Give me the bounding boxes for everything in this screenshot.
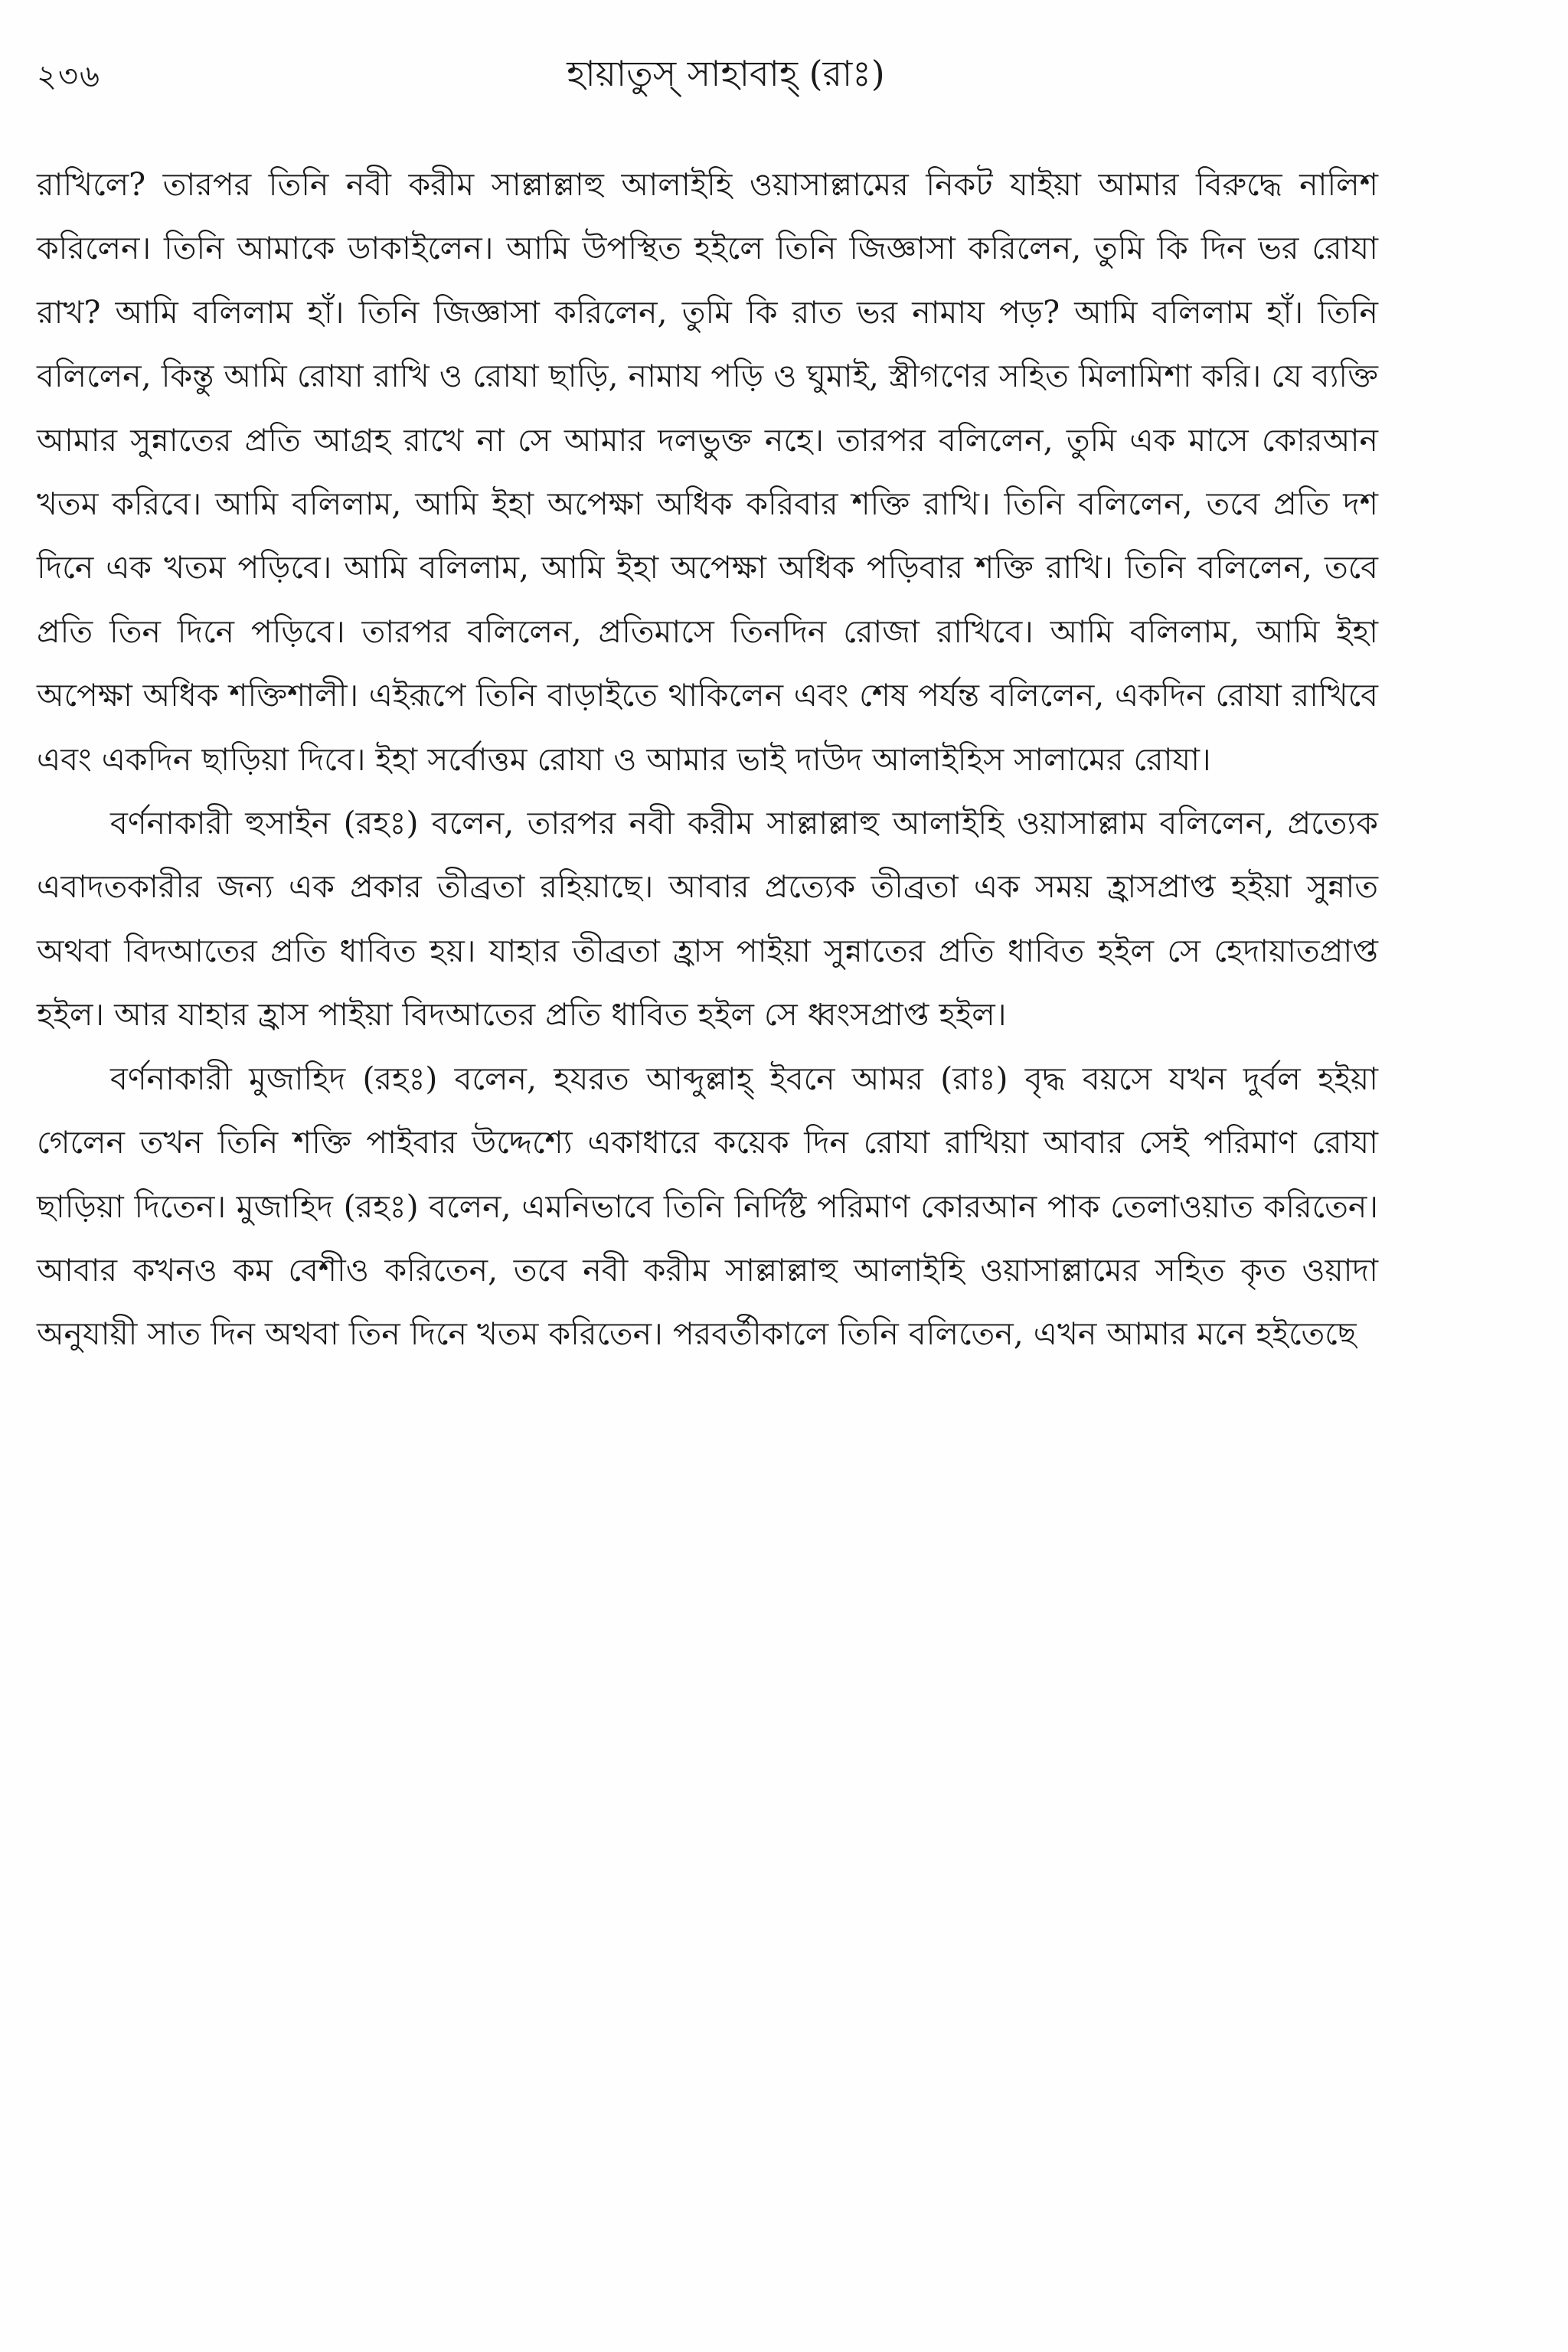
body-text bbox=[37, 153, 1378, 1367]
paragraph-3: বর্ণনাকারী মুজাহিদ (রহঃ) বলেন, হযরত আব্দুল্লাহ্ ইবনে আমর (রাঃ) বৃদ্ধ বয়সে যখন দুর্বল হইয়া গেলেন তখন তিনি শক্তি পাইবার উদ্দেশ্যে একাধারে কয়েক দিন রোযা রাখিয়া আবার সেই পরিমাণ রোযা ছাড়িয়া দিতেন। মুজাহিদ (রহঃ) বলেন, এমনিভাবে তিনি নির্দিষ্ট পরিমাণ কোরআন পাক তেলাওয়াত করিতেন। আবার কখনও কম বেশীও করিতেন, তবে নবী করীম সাল্লাল্লাহু আলাইহি ওয়াসাল্লামের সহিত কৃত ওয়াদা অনুযায়ী সাত দিন অথবা তিন দিনে খতম করিতেন। পরবর্তীকালে তিনি বলিতেন, এখন আমার মনে হইতেছে bbox=[37, 1060, 1378, 1353]
page-header bbox=[37, 47, 1415, 109]
page-number: ২৩৬ bbox=[37, 59, 102, 94]
running-title: হায়াতুস্ সাহাবাহ্ (রাঃ) bbox=[567, 53, 885, 94]
paragraph-2: বর্ণনাকারী হুসাইন (রহঃ) বলেন, তারপর নবী করীম সাল্লাল্লাহু আলাইহি ওয়াসাল্লাম বলিলেন, প্রত্যেক এবাদতকারীর জন্য এক প্রকার তীব্রতা রহিয়াছে। আবার প্রত্যেক তীব্রতা এক সময় হ্রাসপ্রাপ্ত হইয়া সুন্নাত অথবা বিদআতের প্রতি ধাবিত হয়। যাহার তীব্রতা হ্রাস পাইয়া সুন্নাতের প্রতি ধাবিত হইল সে হেদায়াতপ্রাপ্ত হইল। আর যাহার হ্রাস পাইয়া বিদআতের প্রতি ধাবিত হইল সে ধ্বংসপ্রাপ্ত হইল। bbox=[37, 805, 1378, 1034]
paragraph-1: রাখিলে? তারপর তিনি নবী করীম সাল্লাল্লাহু আলাইহি ওয়াসাল্লামের নিকট যাইয়া আমার বিরুদ্ধে নালিশ করিলেন। তিনি আমাকে ডাকাইলেন। আমি উপস্থিত হইলে তিনি জিজ্ঞাসা করিলেন, তুমি কি দিন ভর রোযা রাখ? আমি বলিলাম হাঁ। তিনি জিজ্ঞাসা করিলেন, তুমি কি রাত ভর নামায পড়? আমি বলিলাম হাঁ। তিনি বলিলেন, কিন্তু আমি রোযা রাখি ও রোযা ছাড়ি, নামায পড়ি ও ঘুমাই, স্ত্রীগণের সহিত মিলামিশা করি। যে ব্যক্তি আমার সুন্নাতের প্রতি আগ্রহ রাখে না সে আমার দলভুক্ত নহে। তারপর বলিলেন, তুমি এক মাসে কোরআন খতম করিবে। আমি বলিলাম, আমি ইহা অপেক্ষা অধিক করিবার শক্তি রাখি। তিনি বলিলেন, তবে প্রতি দশ দিনে এক খতম পড়িবে। আমি বলিলাম, আমি ইহা অপেক্ষা অধিক পড়িবার শক্তি রাখি। তিনি বলিলেন, তবে প্রতি তিন দিনে পড়িবে। তারপর বলিলেন, প্রতিমাসে তিনদিন রোজা রাখিবে। আমি বলিলাম, আমি ইহা অপেক্ষা অধিক শক্তিশালী। এইরূপে তিনি বাড়াইতে থাকিলেন এবং শেষ পর্যন্ত বলিলেন, একদিন রোযা রাখিবে এবং একদিন ছাড়িয়া দিবে। ইহা সর্বোত্তম রোযা ও আমার ভাই দাউদ আলাইহিস সালামের রোযা। bbox=[37, 166, 1378, 778]
